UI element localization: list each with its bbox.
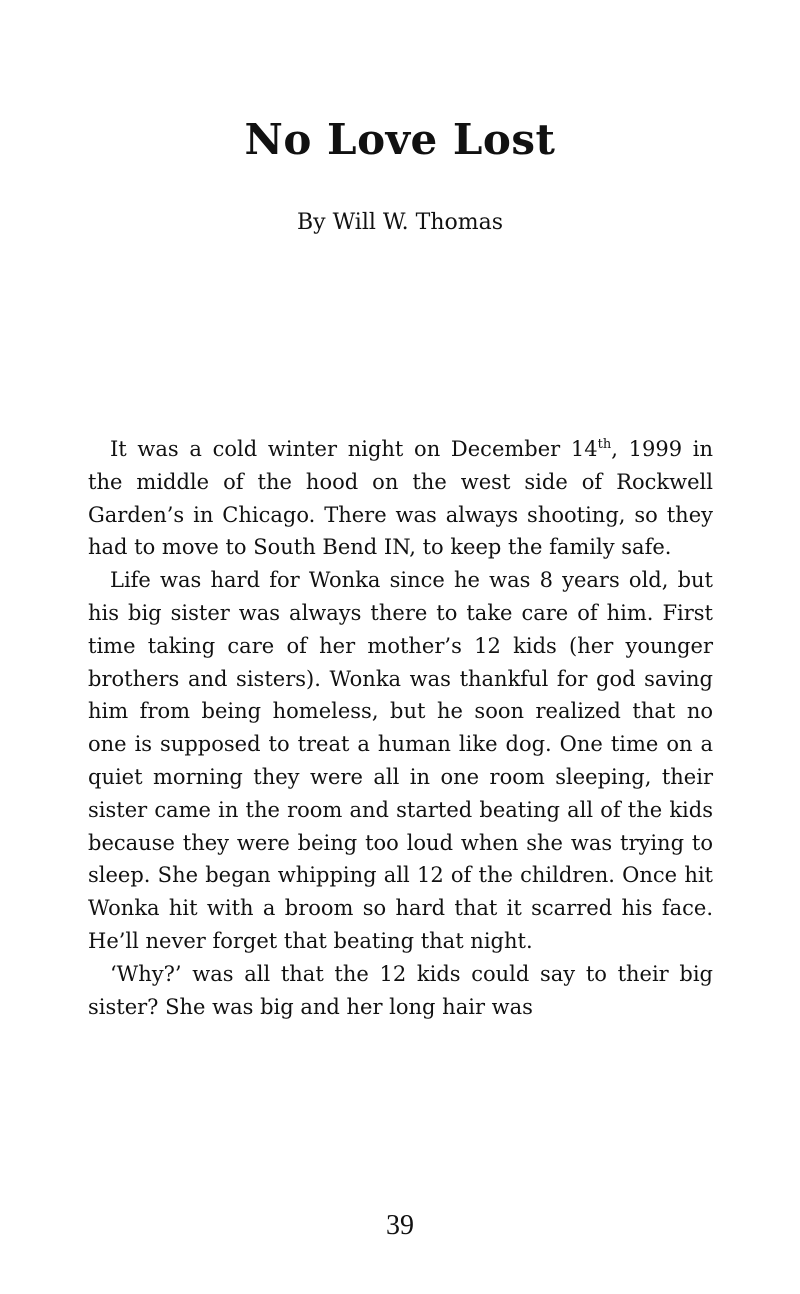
paragraph-1-text-start: It was a cold winter night on December 14	[110, 437, 598, 461]
page-number: 39	[386, 1210, 414, 1241]
paragraph-2: Life was hard for Wonka since he was 8 years old, but his big sister was always there to take care of him. First time taking care of her mother’s 12 kids (her younger brothers and sisters). Wonka was thankful for god saving him from being homeless, but he soon realized that no one is supposed to treat a human like dog. One time on a quiet morning they were all in one room sleeping, their sister came in the room and started beating all of the kids because they were being too loud when she was trying to sleep. She began whipping all 12 of the children. Once hit Wonka hit with a broom so hard that it scarred his face. He’ll never forget that beating that night.	[88, 568, 713, 953]
chapter-title: No Love Lost	[244, 115, 556, 164]
paragraph-3: ‘Why?’ was all that the 12 kids could say to their big sister? She was big and her long hair was	[88, 961, 713, 1019]
ordinal-suffix: th	[597, 437, 612, 452]
paragraph-1	[88, 433, 713, 564]
story-body	[88, 433, 713, 1023]
paragraph-1-text-end: , 1999 in the middle of the hood on the west side of Rockwell Garden’s in Chicago. There was always shooting, so they had to move to South Bend IN, to keep the family safe.	[88, 437, 713, 560]
author-byline: By Will W. Thomas	[296, 210, 504, 235]
